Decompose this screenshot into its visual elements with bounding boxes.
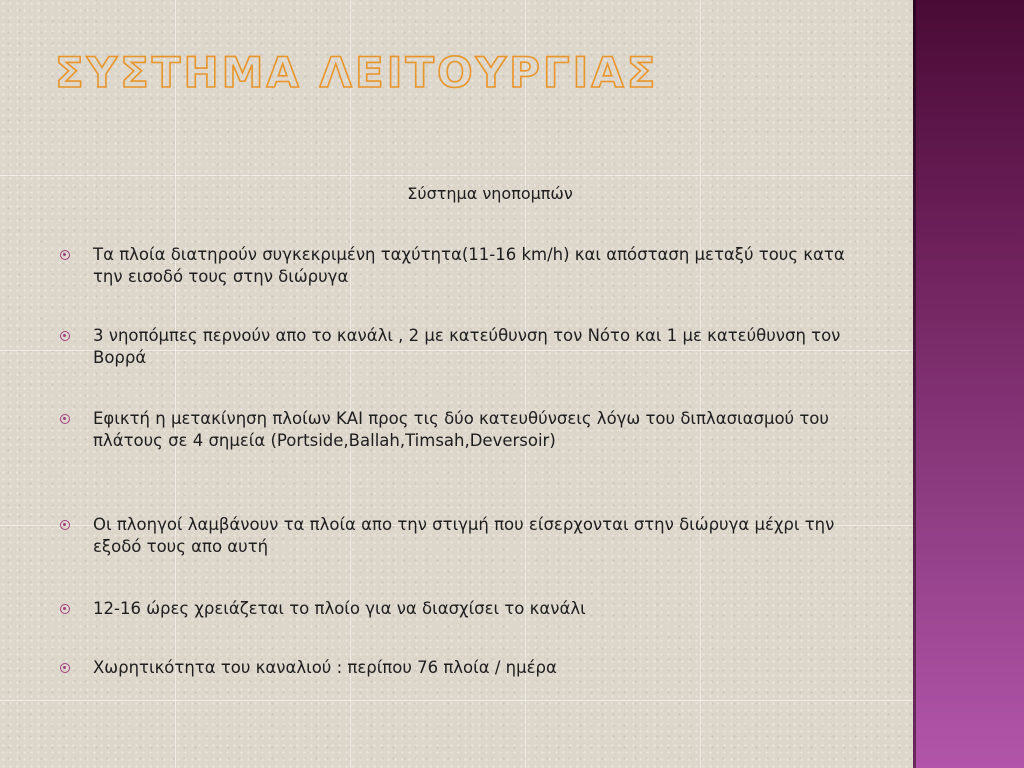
grid-line [525, 0, 526, 768]
bullet-item [60, 244, 850, 288]
bullet-text: 12-16 ώρες χρειάζεται το πλοίο για να διασχίσει το κανάλι [93, 599, 586, 618]
bullet-circle-icon [60, 604, 70, 614]
grid-line [0, 700, 913, 701]
bullet-circle-icon [60, 331, 70, 341]
bullet-circle-icon [60, 250, 70, 260]
grid-line [700, 0, 701, 768]
bullet-circle-icon [60, 520, 70, 530]
sidebar-edge [913, 0, 916, 768]
grid-line [350, 0, 351, 768]
decorative-sidebar [913, 0, 1024, 768]
slide-subtitle: Σύστημα νηοπομπών [407, 184, 573, 203]
grid-line [175, 0, 176, 768]
bullet-text: 3 νηοπόμπες περνούν απο το κανάλι , 2 με κατεύθυνση τον Νότο και 1 με κατεύθυνση τον Βορρά [93, 326, 841, 367]
grid-line [0, 175, 913, 176]
bullet-item [60, 408, 850, 452]
bullet-text: Εφικτή η μετακίνηση πλοίων ΚΑΙ προς τις δύο κατευθύνσεις λόγω του διπλασιασμού του πλάτους σε 4 σημεία (Portside,Ballah,Timsah,Deversoir) [93, 409, 829, 450]
bullet-item [60, 657, 850, 679]
bullet-circle-icon [60, 414, 70, 424]
bullet-item [60, 325, 850, 369]
bullet-text: Τα πλοία διατηρούν συγκεκριμένη ταχύτητα(11-16 km/h) και απόσταση μεταξύ τους κατα την εισοδό τους στην διώρυγα [93, 245, 845, 286]
bullet-text: Χωρητικότητα του καναλιού : περίπου 76 πλοία / ημέρα [93, 658, 557, 677]
bullet-circle-icon [60, 663, 70, 673]
bullet-text: Οι πλοηγοί λαμβάνουν τα πλοία απο την στιγμή που είσερχονται στην διώρυγα μέχρι την εξοδό τους απο αυτή [93, 515, 835, 556]
slide-title: ΣΥΣΤΗΜΑ ΛΕΙΤΟΥΡΓΙΑΣ [55, 48, 659, 97]
bullet-item [60, 598, 850, 620]
bullet-item [60, 514, 850, 558]
